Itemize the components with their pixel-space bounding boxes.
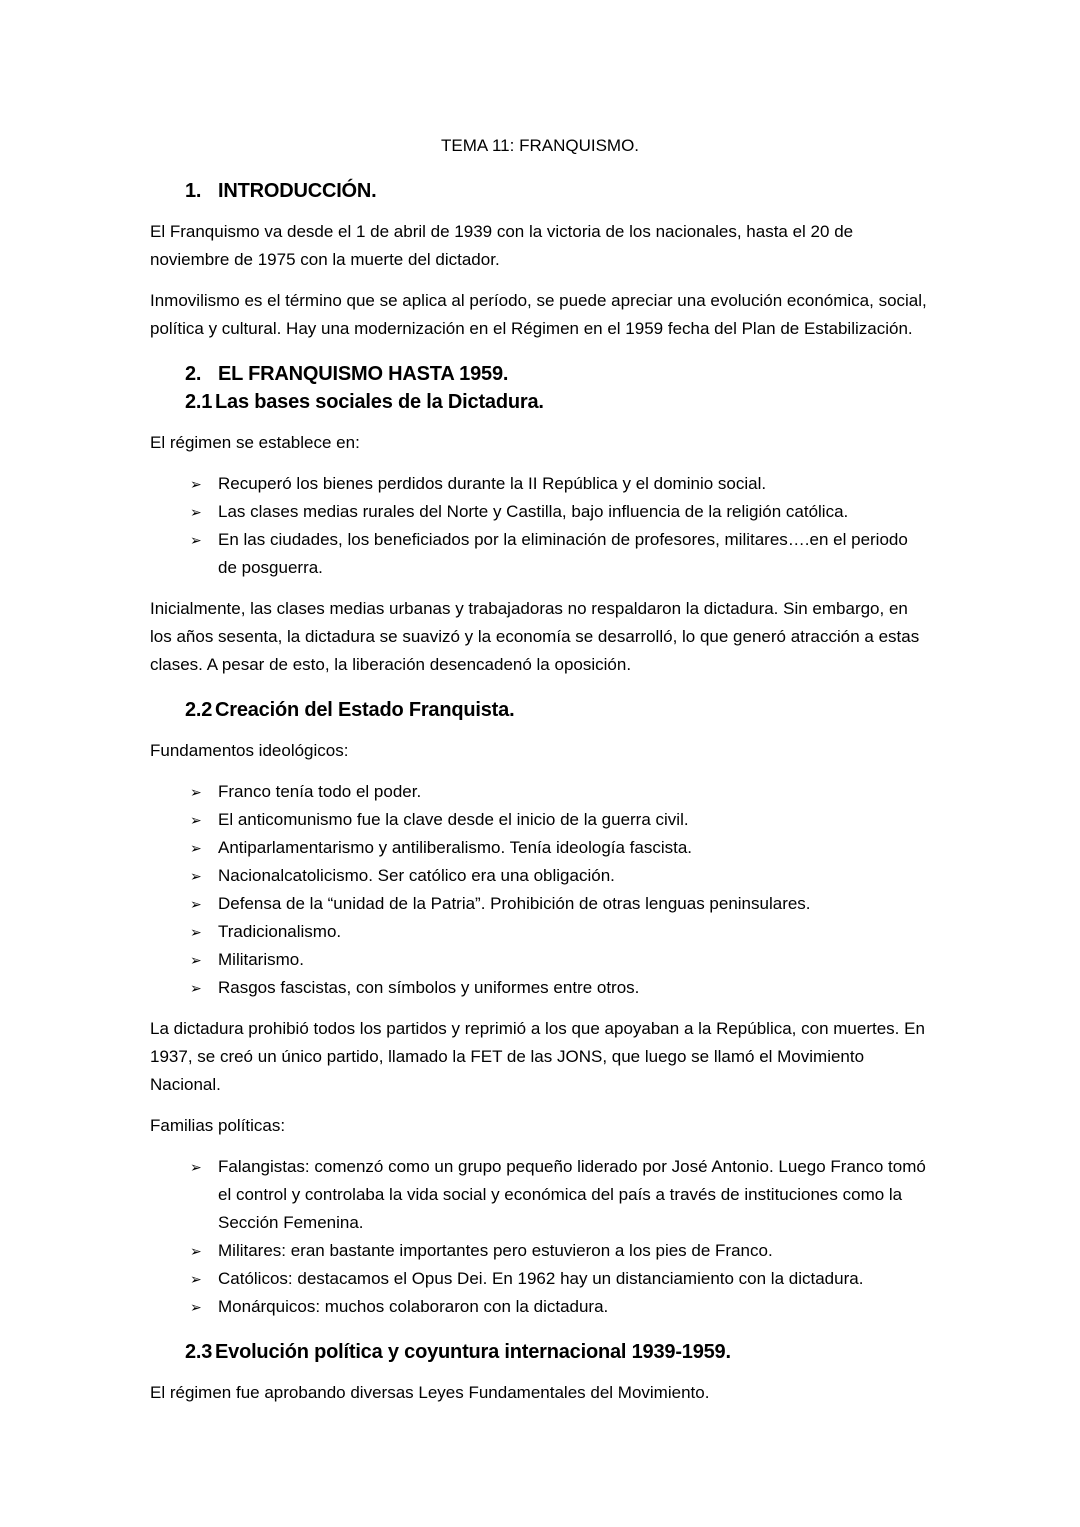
list-item-text: Franco tenía todo el poder.	[218, 782, 422, 801]
list-item	[190, 862, 930, 890]
heading-text: Las bases sociales de la Dictadura.	[215, 391, 544, 413]
paragraph-intro-1: El Franquismo va desde el 1 de abril de 1939 con la victoria de los nacionales, hasta el 20 de noviembre de 1975 con la muerte del dictador.	[150, 222, 854, 269]
list-familias-politicas	[150, 1153, 930, 1321]
list-item	[190, 834, 930, 862]
list-item-text: Defensa de la “unidad de la Patria”. Prohibición de otras lenguas peninsulares.	[218, 894, 811, 913]
arrow-bullet-icon: ➢	[190, 896, 202, 912]
list-item-text: Militares: eran bastante importantes pero estuvieron a los pies de Franco.	[218, 1241, 773, 1260]
heading-bases-sociales	[150, 388, 930, 416]
list-item	[190, 470, 930, 498]
arrow-bullet-icon: ➢	[190, 924, 202, 940]
arrow-bullet-icon: ➢	[190, 980, 202, 996]
list-item-text: Recuperó los bienes perdidos durante la II República y el dominio social.	[218, 474, 767, 493]
list-item	[190, 1293, 930, 1321]
list-item	[190, 806, 930, 834]
paragraph-familias: Familias políticas:	[150, 1116, 286, 1135]
list-item-text: Tradicionalismo.	[218, 922, 342, 941]
list-item	[190, 1237, 930, 1265]
heading-franquismo-hasta-1959	[150, 360, 930, 388]
arrow-bullet-icon: ➢	[190, 868, 202, 884]
arrow-bullet-icon: ➢	[190, 1299, 202, 1315]
arrow-bullet-icon: ➢	[190, 504, 202, 520]
arrow-bullet-icon: ➢	[190, 1159, 202, 1175]
list-item-text: Falangistas: comenzó como un grupo pequeño liderado por José Antonio. Luego Franco tomó el control y controlaba la vida social y económica del país a través de instituciones como la Sección Femenina.	[218, 1157, 926, 1232]
heading-text: Evolución política y coyuntura internacional 1939-1959.	[215, 1341, 731, 1363]
list-item	[190, 778, 930, 806]
paragraph-intro-2: Inmovilismo es el término que se aplica al período, se puede apreciar una evolución económica, social, política y cultural. Hay una modernización en el Régimen en el 1959 fecha del Plan de Estabilización.	[150, 291, 927, 338]
list-item	[190, 890, 930, 918]
paragraph-fundamentos: Fundamentos ideológicos:	[150, 741, 349, 760]
list-item	[190, 1265, 930, 1293]
list-item	[190, 918, 930, 946]
heading-number: 2.	[185, 363, 202, 385]
list-item-text: Las clases medias rurales del Norte y Castilla, bajo influencia de la religión católica.	[218, 502, 849, 521]
heading-introduccion	[150, 177, 930, 205]
paragraph-bases-intro: El régimen se establece en:	[150, 433, 360, 452]
heading-text: Creación del Estado Franquista.	[215, 699, 515, 721]
heading-text: EL FRANQUISMO HASTA 1959.	[218, 363, 509, 385]
list-item	[190, 946, 930, 974]
list-item-text: El anticomunismo fue la clave desde el inicio de la guerra civil.	[218, 810, 689, 829]
list-item	[190, 1153, 930, 1237]
list-item-text: En las ciudades, los beneficiados por la eliminación de profesores, militares….en el periodo de posguerra.	[218, 530, 908, 577]
paragraph-bases-outro: Inicialmente, las clases medias urbanas y trabajadoras no respaldaron la dictadura. Sin embargo, en los años sesenta, la dictadura se suavizó y la economía se desarrolló, lo que generó atracción a estas clases. A pesar de esto, la liberación desencadenó la oposición.	[150, 599, 920, 674]
heading-evolucion-politica	[150, 1338, 930, 1366]
arrow-bullet-icon: ➢	[190, 476, 202, 492]
arrow-bullet-icon: ➢	[190, 784, 202, 800]
list-item	[190, 974, 930, 1002]
heading-text: INTRODUCCIÓN.	[218, 180, 377, 202]
list-item-text: Antiparlamentarismo y antiliberalismo. Tenía ideología fascista.	[218, 838, 693, 857]
arrow-bullet-icon: ➢	[190, 1271, 202, 1287]
paragraph-leyes: El régimen fue aprobando diversas Leyes Fundamentales del Movimiento.	[150, 1383, 710, 1402]
heading-number: 2.3	[185, 1341, 213, 1363]
heading-number: 2.2	[185, 699, 213, 721]
arrow-bullet-icon: ➢	[190, 532, 202, 548]
heading-group-franquismo-hasta-1959	[150, 360, 930, 416]
heading-creacion-estado	[150, 696, 930, 724]
list-item-text: Católicos: destacamos el Opus Dei. En 1962 hay un distanciamiento con la dictadura.	[218, 1269, 864, 1288]
arrow-bullet-icon: ➢	[190, 812, 202, 828]
list-item	[190, 498, 930, 526]
list-item-text: Monárquicos: muchos colaboraron con la dictadura.	[218, 1297, 609, 1316]
arrow-bullet-icon: ➢	[190, 840, 202, 856]
paragraph-dictadura-partidos: La dictadura prohibió todos los partidos y reprimió a los que apoyaban a la República, con muertes. En 1937, se creó un único partido, llamado la FET de las JONS, que luego se llamó el Movimiento Nacional.	[150, 1019, 925, 1094]
arrow-bullet-icon: ➢	[190, 952, 202, 968]
list-item-text: Rasgos fascistas, con símbolos y uniformes entre otros.	[218, 978, 640, 997]
list-item	[190, 526, 930, 582]
heading-number: 2.1	[185, 391, 213, 413]
document-title: TEMA 11: FRANQUISMO.	[440, 136, 640, 155]
list-item-text: Militarismo.	[218, 950, 304, 969]
arrow-bullet-icon: ➢	[190, 1243, 202, 1259]
list-fundamentos-ideologicos	[150, 778, 930, 1002]
list-bases-sociales	[150, 470, 930, 582]
heading-number: 1.	[185, 180, 202, 202]
list-item-text: Nacionalcatolicismo. Ser católico era una obligación.	[218, 866, 615, 885]
